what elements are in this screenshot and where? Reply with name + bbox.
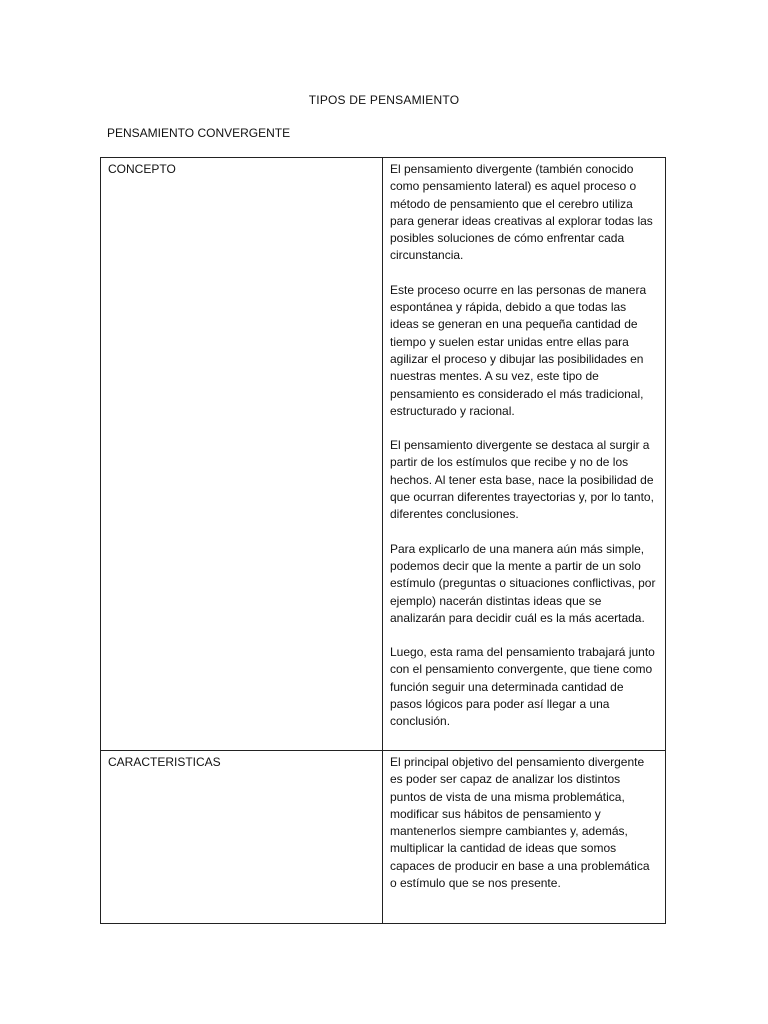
content-table: [100, 157, 666, 924]
paragraph: Luego, esta rama del pensamiento trabajará junto con el pensamiento convergente, que tiene como función seguir una determinada cantidad de pasos lógicos para poder así llegar a una conclusión.: [390, 645, 655, 729]
paragraph: Para explicarlo de una manera aún más simple, podemos decir que la mente a partir de un solo estímulo (preguntas o situaciones conflictivas, por ejemplo) nacerán distintas ideas que se analizarán para decidir cuál es la más acertada.: [390, 541, 656, 625]
table-row: [101, 751, 666, 924]
section-heading: PENSAMIENTO CONVERGENTE: [107, 126, 291, 140]
row-text-caracteristicas: [383, 751, 666, 924]
row-text-concepto: [383, 158, 666, 751]
paragraph: Este proceso ocurre en las personas de manera espontánea y rápida, debido a que todas las ideas se generan en una pequeña cantidad de tiempo y suelen estar unidas entre ellas para agilizar el proceso y dibujar las posibilidades en nuestras mentes. A su vez, este tipo de pensamiento es considerado el más tradicional, estructurado y racional.: [390, 282, 647, 418]
row-label-concepto: CONCEPTO: [101, 158, 383, 751]
paragraph: El principal objetivo del pensamiento divergente es poder ser capaz de analizar los distintos puntos de vista de una misma problemática, modificar sus hábitos de pensamiento y mantenerlos siempre cambiantes y, además, multiplicar la cantidad de ideas que somos capaces de producir en base a una problemática o estímulo que se nos presente.: [390, 755, 650, 891]
paragraph: El pensamiento divergente se destaca al surgir a partir de los estímulos que recibe y no de los hechos. Al tener esta base, nace la posibilidad de que ocurran diferentes trayectorias y, por lo tanto, diferentes conclusiones.: [390, 438, 654, 522]
row-label-caracteristicas: CARACTERISTICAS: [101, 751, 383, 924]
paragraph: El pensamiento divergente (también conocido como pensamiento lateral) es aquel proceso o método de pensamiento que el cerebro utiliza para generar ideas creativas al explorar todas las posibles soluciones de cómo enfrentar cada circunstancia.: [390, 162, 653, 263]
table-row: [101, 158, 666, 751]
document-title: TIPOS DE PENSAMIENTO: [308, 93, 460, 107]
